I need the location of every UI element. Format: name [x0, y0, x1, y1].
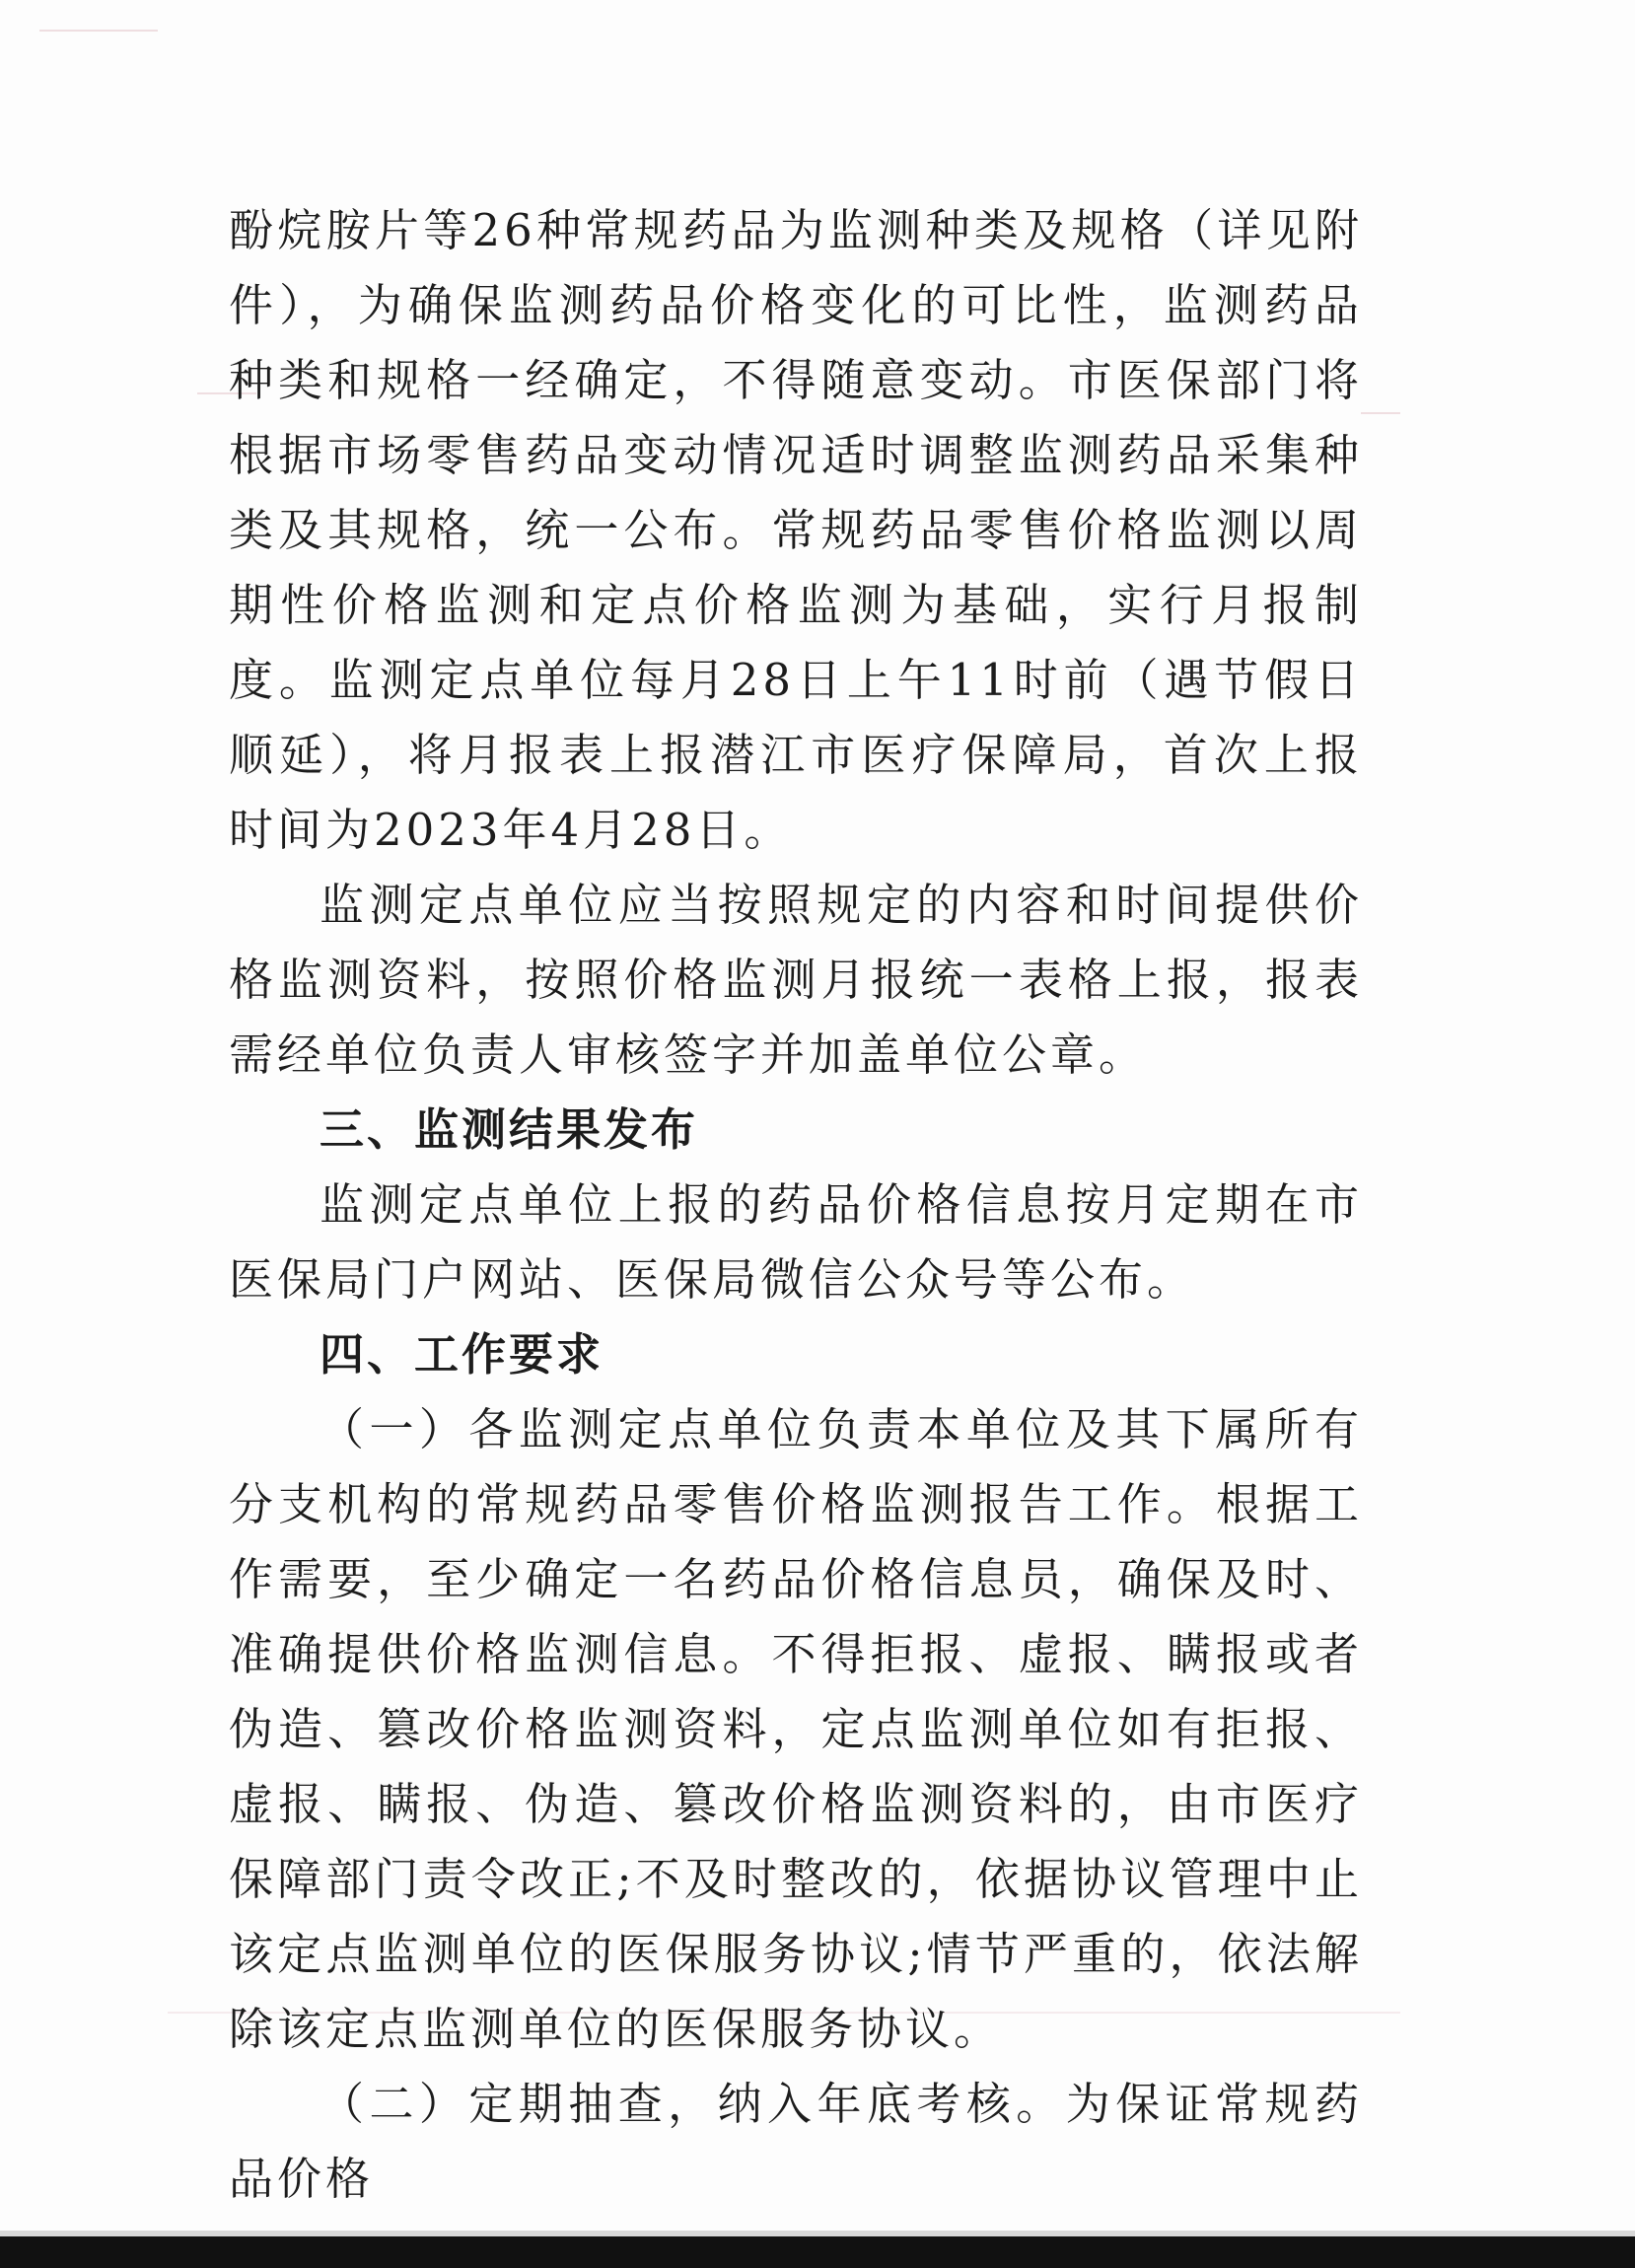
scan-bottom-edge [0, 2236, 1635, 2268]
body-paragraph-3: 监测定点单位上报的药品价格信息按月定期在市医保局门户网站、医保局微信公众号等公布。 [229, 1178, 1363, 1306]
section-heading-3: 三、监测结果发布 [320, 1103, 699, 1156]
scan-artifact [1361, 412, 1400, 414]
document-body [229, 193, 1363, 2217]
section-heading-4: 四、工作要求 [320, 1328, 604, 1381]
body-paragraph-2: 监测定点单位应当按照规定的内容和时间提供价格监测资料，按照价格监测月报统一表格上报，报表需经单位负责人审核签字并加盖单位公章。 [229, 879, 1363, 1081]
body-paragraph-5: （二）定期抽查，纳入年底考核。为保证常规药品价格 [229, 2078, 1363, 2205]
scan-artifact [39, 30, 158, 32]
body-paragraph-1: 酚烷胺片等26种常规药品为监测种类及规格（详见附件），为确保监测药品价格变化的可比性，监测药品种类和规格一经确定，不得随意变动。市医保部门将根据市场零售药品变动情况适时调整监测药品采集种类及其规格，统一公布。常规药品零售价格监测以周期性价格监测和定点价格监测为基础，实行月报制度。监测定点单位每月28日上午11时前（遇节假日顺延），将月报表上报潜江市医疗保障局，首次上报时间为2023年4月28日。 [229, 204, 1363, 856]
body-paragraph-4: （一）各监测定点单位负责本单位及其下属所有分支机构的常规药品零售价格监测报告工作。根据工作需要，至少确定一名药品价格信息员，确保及时、准确提供价格监测信息。不得拒报、虚报、瞒报或者伪造、篡改价格监测资料，定点监测单位如有拒报、虚报、瞒报、伪造、篡改价格监测资料的，由市医疗保障部门责令改正;不及时整改的，依据协议管理中止该定点监测单位的医保服务协议;情节严重的，依法解除该定点监测单位的医保服务协议。 [229, 1403, 1363, 2055]
